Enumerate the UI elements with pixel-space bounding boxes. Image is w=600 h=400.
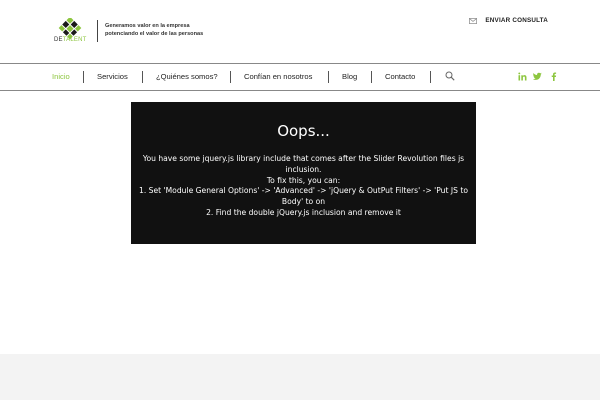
nav-item-contacto[interactable]: Contacto xyxy=(385,72,416,81)
nav-item-confian-en-nosotros[interactable]: Confían en nosotros xyxy=(244,72,313,81)
nav-separator xyxy=(430,71,431,83)
linkedin-icon[interactable] xyxy=(518,72,527,81)
site-header xyxy=(0,0,600,64)
logo-wordmark-prefix: DE xyxy=(54,37,63,43)
error-title: Oops... xyxy=(277,122,330,140)
nav-item-blog[interactable]: Blog xyxy=(342,72,358,81)
tagline-line-2: potenciando el valor de las personas xyxy=(105,31,204,37)
main-navigation xyxy=(0,63,600,91)
twitter-icon[interactable] xyxy=(533,72,542,81)
error-line-4: 2. Find the double jQuery.js inclusion and remove it xyxy=(206,207,401,217)
nav-separator xyxy=(230,71,231,83)
error-line-3: 1. Set 'Module General Options' -> 'Advanced' -> 'jQuery & OutPut Filters' -> 'Put JS to Body' to on xyxy=(139,186,468,207)
logo-wordmark[interactable] xyxy=(54,37,87,43)
error-body xyxy=(139,154,468,219)
nav-separator xyxy=(83,71,84,83)
mail-icon xyxy=(469,18,477,24)
error-line-1: You have some jquery.js library include that comes after the Slider Revolution files js inclusion. xyxy=(142,154,465,174)
slider-error-message xyxy=(131,102,476,244)
nav-item-servicios[interactable]: Servicios xyxy=(97,72,128,81)
logo-wordmark-suffix: TALENT xyxy=(62,37,87,43)
send-inquiry-link[interactable] xyxy=(469,17,548,24)
nav-item-quienes-somos[interactable]: ¿Quiénes somos? xyxy=(156,72,218,81)
nav-item-inicio[interactable]: Inicio xyxy=(52,72,70,81)
search-icon[interactable] xyxy=(445,71,455,81)
error-line-2: To fix this, you can: xyxy=(266,175,341,185)
tagline xyxy=(105,22,203,38)
nav-separator xyxy=(142,71,143,83)
nav-separator xyxy=(328,71,329,83)
footer-band xyxy=(0,354,600,400)
nav-separator xyxy=(371,71,372,83)
facebook-icon[interactable] xyxy=(549,72,558,81)
tagline-line-1: Generamos valor en la empresa xyxy=(105,23,190,29)
logo-divider xyxy=(97,20,98,42)
send-inquiry-label: ENVIAR CONSULTA xyxy=(485,17,548,24)
